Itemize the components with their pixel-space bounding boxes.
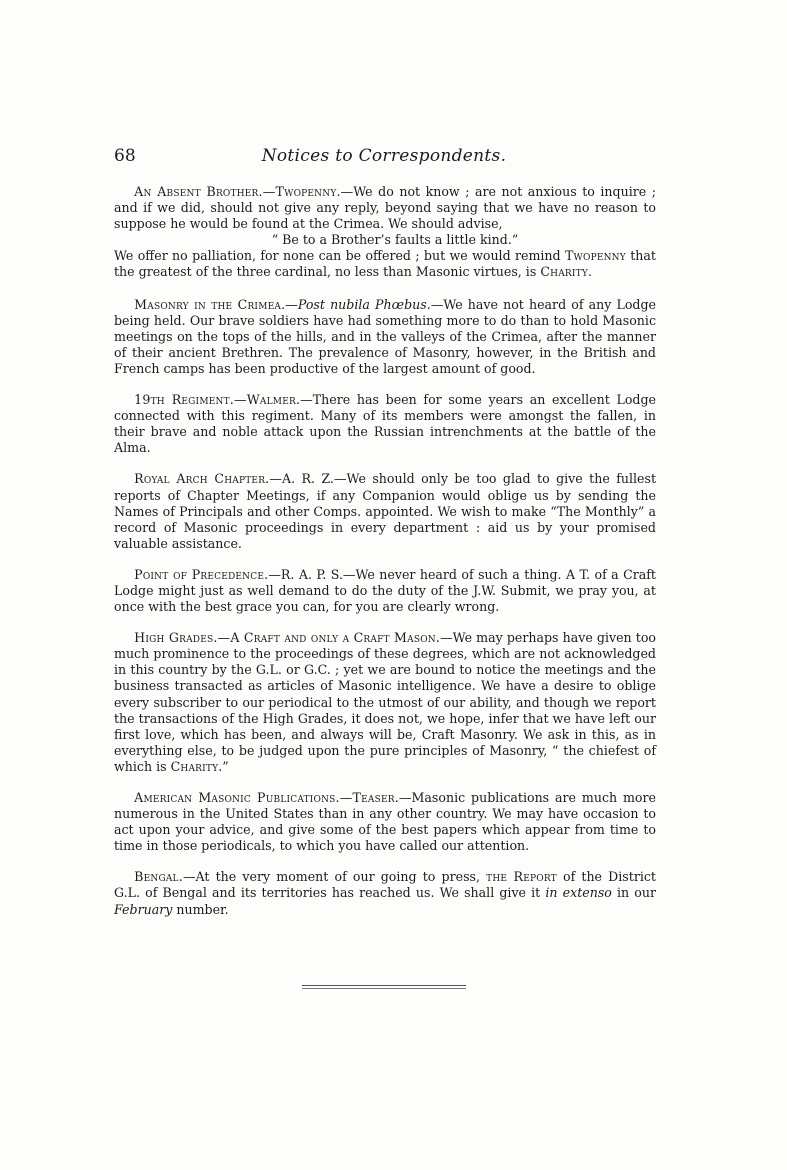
notice-correspondent: —A. R. Z. xyxy=(269,471,334,487)
notice-end: .” xyxy=(218,758,229,774)
notice-text: We offer no palliation, for none can be offered ; but we would remind xyxy=(114,248,565,264)
notice-text: that the greatest of the three cardinal, no less than Masonic virtues, is xyxy=(114,248,656,280)
notice-text: —We should only be too glad to give the fullest reports of Chapter Meetings, if any Companion would oblige us by sending the Names of Principals and other Comps. appointed. We wish to make “The Monthly” a record of Masonic proceedings in every department : aid us by your promised valuable assistance. xyxy=(114,471,657,551)
notice-correspondent: —Walmer. xyxy=(233,392,301,408)
notices-body xyxy=(114,184,656,933)
notice-text: in our xyxy=(611,885,656,901)
notice-royal-arch xyxy=(114,471,656,551)
notice-american xyxy=(114,790,656,854)
notice-crimea xyxy=(114,297,656,377)
notice-text: —We may perhaps have given too much prominence to the proceedings of these degrees, which are not acknowledged in this country by the G.L. or G.C. ; yet we are bound to notice the meetings and the business transacted as articles of Masonic intelligence. We have a desire to oblige every subscriber to our periodical to the utmost of our ability, and though we report the transactions of the High Grades, it does not, we hope, infer that we have left our first love, which has been, and always will be, Craft Masonry. We ask in this, as in everything else, to be judged upon the pure principles of Masonry, “ the chiefest of which is xyxy=(114,630,656,774)
notice-correspondent: —Post nubila Phœbus. xyxy=(285,296,431,312)
notice-precedence xyxy=(114,567,656,615)
notice-heading: Point of Precedence. xyxy=(134,566,269,582)
notice-heading: Masonry in the Crimea. xyxy=(134,296,286,312)
charity-word: Charity xyxy=(540,264,588,280)
notice-heading: An Absent Brother. xyxy=(134,184,263,199)
notice-correspondent: —A Craft and only a Craft Mason. xyxy=(217,630,441,646)
february-word: February xyxy=(114,901,173,917)
in-extenso: in extenso xyxy=(545,885,612,901)
report-words: the Report xyxy=(486,869,557,885)
notice-heading: American Masonic Publications. xyxy=(134,790,340,805)
notice-correspondent: —Teaser. xyxy=(339,790,399,805)
page-number: 68 xyxy=(114,146,136,166)
notice-correspondent: —Twopenny. xyxy=(262,184,341,199)
notice-heading: Bengal. xyxy=(134,869,183,885)
page-header xyxy=(114,146,654,170)
closing-rule xyxy=(302,985,466,989)
notice-text: number. xyxy=(172,901,229,917)
notice-high-grades xyxy=(114,630,656,775)
notice-absent-brother-continued xyxy=(114,248,656,280)
notice-heading: Royal Arch Chapter. xyxy=(134,471,270,487)
twopenny-name: Twopenny xyxy=(564,248,626,264)
notice-text: —We have not heard of any Lodge being held. Our brave soldiers have had something more to do than to hold Masonic meetings on the tops of the hills, and in the valleys of the Crimea, after the manner of their ancient Brethren. The prevalence of Masonry, however, in the British and French camps has been productive of the largest amount of good. xyxy=(114,296,656,376)
notice-heading: 19th Regiment. xyxy=(134,392,234,408)
notice-absent-brother xyxy=(114,184,656,232)
notice-regiment xyxy=(114,392,656,456)
running-title: Notices to Correspondents. xyxy=(261,146,507,166)
notice-text: —We never heard of such a thing. A T. of a Craft Lodge might just as well demand to do the duty of the J.W. Submit, we pray you, at once with the best grace you can, for you are clearly wrong. xyxy=(114,566,656,615)
notice-text: —Masonic publications are much more numerous in the United States than in any other country. We may have occasion to act upon your advice, and give some of the best papers which appear from time to time in those periodicals, to which you have called our attention. xyxy=(114,790,656,854)
notice-heading: High Grades. xyxy=(134,630,218,646)
notice-text: —We do not know ; are not anxious to inquire ; and if we did, should not give any reply, beyond saying that we have no reason to suppose he would be found at the Crimea. We should advise, xyxy=(114,184,656,232)
notice-bengal xyxy=(114,869,656,917)
notice-text: —There has been for some years an excellent Lodge connected with this regiment. Many of its members were amongst the fallen, in their brave and noble attack upon the Russian intrenchments at the battle of the Alma. xyxy=(114,392,656,456)
notice-correspondent: —R. A. P. S. xyxy=(268,566,343,582)
notice-end: . xyxy=(587,264,592,280)
notice-text: —At the very moment of our going to press, xyxy=(182,869,487,885)
charity-word: Charity xyxy=(170,758,219,774)
notice-quote: “ Be to a Brother’s faults a little kind.” xyxy=(271,232,519,248)
notice-text: of the District G.L. of Bengal and its territories has reached us. We shall give it xyxy=(114,869,656,901)
